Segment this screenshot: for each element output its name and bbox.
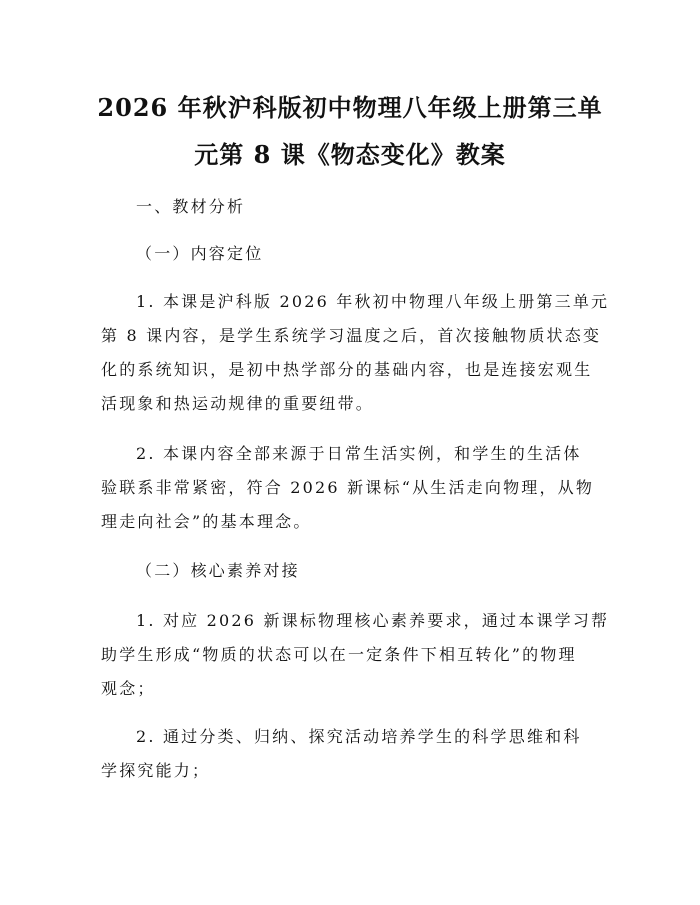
paragraph-line: 1. 对应 2026 新课标物理核心素养要求，通过本课学习帮 bbox=[136, 611, 610, 630]
paragraph-line: 2. 本课内容全部来源于日常生活实例，和学生的生活体 bbox=[136, 444, 582, 463]
paragraph-line: 活现象和热运动规律的重要纽带。 bbox=[101, 394, 375, 413]
paragraph-line: 理走向社会”的基本理念。 bbox=[101, 512, 312, 531]
paragraph-line: 1. 本课是沪科版 2026 年秋初中物理八年级上册第三单元 bbox=[136, 292, 610, 311]
paragraph-line: 2. 通过分类、归纳、探究活动培养学生的科学思维和科 bbox=[136, 727, 582, 746]
paragraph-line: 第 8 课内容，是学生系统学习温度之后，首次接触物质状态变 bbox=[101, 326, 602, 345]
paragraph-line: 学探究能力； bbox=[101, 761, 211, 780]
paragraph-line: 观念； bbox=[101, 679, 156, 698]
paragraph-line: 助学生形成“物质的状态可以在一定条件下相互转化”的物理 bbox=[101, 645, 577, 664]
document-title-line-1: 2026 年秋沪科版初中物理八年级上册第三单 bbox=[97, 93, 603, 122]
paragraph-line: 验联系非常紧密，符合 2026 新课标“从生活走向物理，从物 bbox=[101, 478, 595, 497]
section-heading: 一、教材分析 bbox=[136, 197, 246, 216]
subsection-heading: （一）内容定位 bbox=[136, 244, 264, 263]
paragraph-line: 化的系统知识，是初中热学部分的基础内容，也是连接宏观生 bbox=[101, 360, 593, 379]
document-title-line-2: 元第 8 课《物态变化》教案 bbox=[194, 140, 506, 169]
subsection-heading: （二）核心素养对接 bbox=[136, 561, 300, 580]
